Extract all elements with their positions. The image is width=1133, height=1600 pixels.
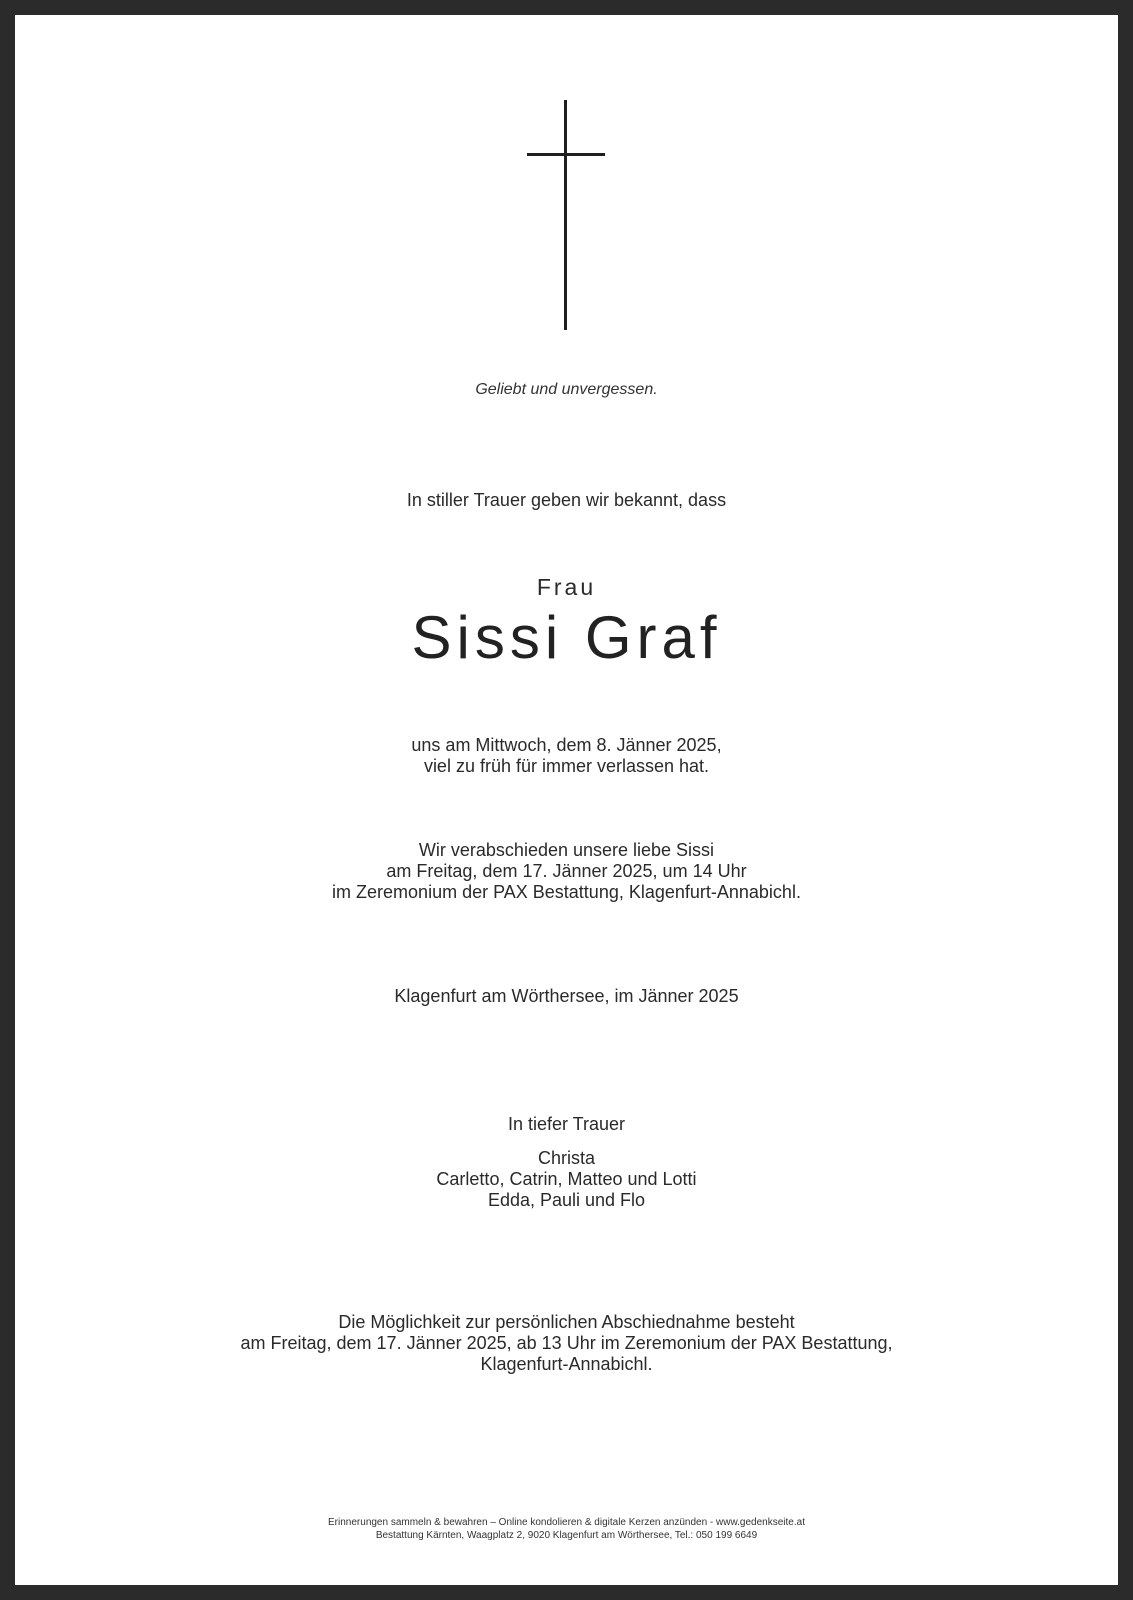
viewing-line: am Freitag, dem 17. Jänner 2025, ab 13 Uhr im Zeremonium der PAX Bestattung, [240, 1333, 893, 1353]
viewing-line: Die Möglichkeit zur persönlichen Abschiednahme besteht [338, 1312, 795, 1332]
place-date-text: Klagenfurt am Wörthersee, im Jänner 2025 [394, 986, 739, 1006]
mourner-line: Carletto, Catrin, Matteo und Lotti [436, 1169, 697, 1189]
mourners-list [0, 1148, 1133, 1211]
cross-vertical-bar [564, 100, 567, 330]
farewell-ceremony-info [0, 840, 1133, 903]
motto-text: Geliebt und unvergessen. [475, 381, 658, 398]
death-line: uns am Mittwoch, dem 8. Jänner 2025, [411, 735, 722, 755]
salutation: Frau [536, 574, 597, 600]
death-announcement [0, 735, 1133, 777]
death-line: viel zu früh für immer verlassen hat. [423, 756, 710, 776]
viewing-info [0, 1312, 1133, 1375]
mourner-line: Edda, Pauli und Flo [487, 1190, 646, 1210]
place-and-date [0, 986, 1133, 1007]
farewell-line: im Zeremonium der PAX Bestattung, Klagenfurt-Annabichl. [332, 882, 801, 902]
mourner-line: Christa [537, 1148, 595, 1168]
intro-text: In stiller Trauer geben wir bekannt, dass [406, 490, 727, 510]
footer-line-address: Bestattung Kärnten, Waagplatz 2, 9020 Klagenfurt am Wörthersee, Tel.: 050 199 6649 [375, 1530, 758, 1541]
viewing-line: Klagenfurt-Annabichl. [480, 1354, 653, 1374]
farewell-line: am Freitag, dem 17. Jänner 2025, um 14 Uhr [386, 861, 747, 881]
cross-icon [526, 100, 606, 330]
farewell-line: Wir verabschieden unsere liebe Sissi [418, 840, 715, 860]
mourning-heading [0, 1114, 1133, 1135]
cross-horizontal-bar [527, 153, 605, 156]
footer [0, 1516, 1133, 1542]
footer-line-online: Erinnerungen sammeln & bewahren – Online kondolieren & digitale Kerzen anzünden - www.gedenkseite.at [328, 1517, 805, 1528]
mourning-heading-text: In tiefer Trauer [507, 1114, 626, 1134]
deceased-name: Sissi Graf [411, 604, 722, 671]
